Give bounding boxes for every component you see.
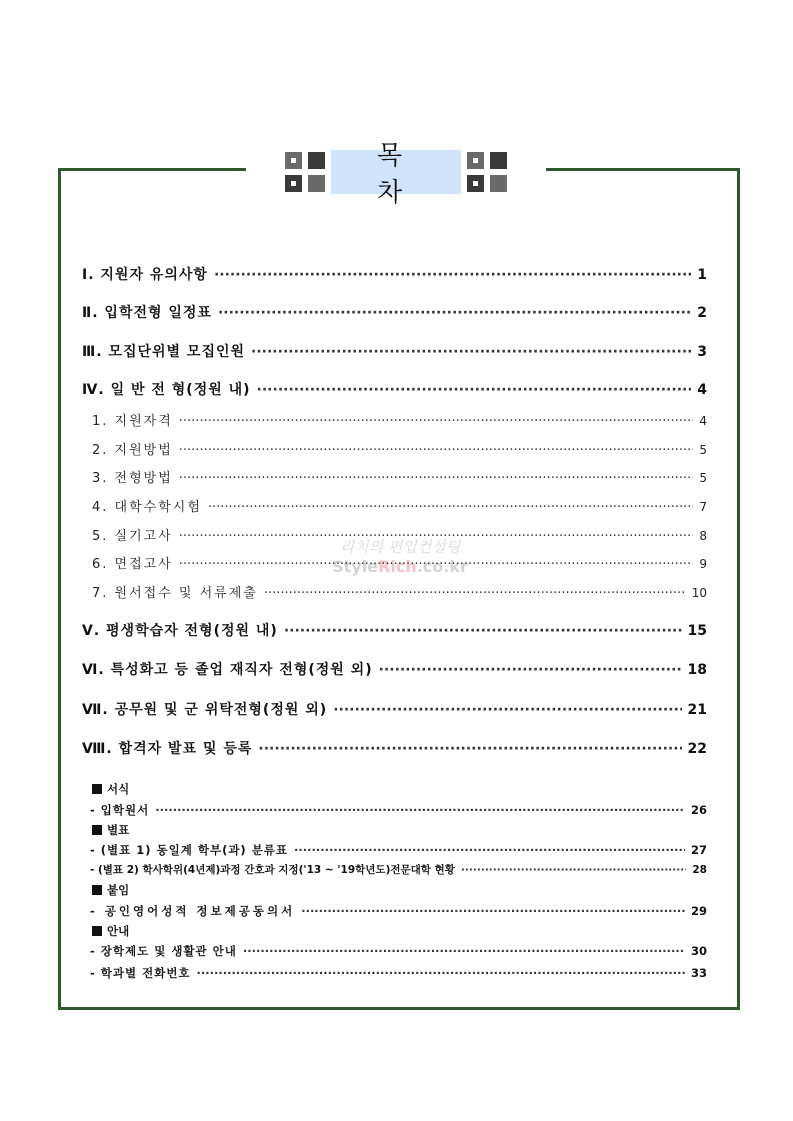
watermark-line-2: StyleRich.co.kr [332, 557, 468, 576]
leader-dots [179, 443, 694, 458]
leader-dots [379, 662, 682, 678]
appendix-entry-forms-1[interactable] [90, 802, 707, 818]
appendix-entry-label: - (별표 1) 동일계 학부(과) 분류표 [90, 843, 289, 857]
appendix-entry-page: 27 [690, 843, 707, 857]
leader-dots [258, 741, 681, 757]
appendix-entry-page: 29 [690, 904, 707, 918]
appendix-entry-tables-1[interactable] [90, 842, 707, 858]
appendix-entry-tables-2[interactable] [90, 862, 707, 877]
toc-subentry-label: 2. 지원방법 [92, 443, 173, 458]
appendix-entry-label: - 입학원서 [90, 803, 150, 817]
toc-entry-page: 3 [697, 344, 707, 360]
square-bullet-icon [92, 825, 102, 835]
toc-entry-5[interactable] [82, 620, 707, 640]
section-head-guide [92, 923, 129, 939]
toc-entry-2[interactable] [82, 302, 707, 322]
toc-entry-label: Ⅰ. 지원자 유의사항 [82, 267, 208, 283]
leader-dots [179, 471, 694, 486]
toc-entry-1[interactable] [82, 264, 707, 284]
toc-entry-4[interactable] [82, 379, 707, 399]
watermark-line-1: 리치의 편입컨설팅 [339, 538, 461, 556]
section-head-forms [92, 781, 129, 797]
toc-entry-page: 21 [687, 702, 707, 718]
toc-entry-page: 22 [687, 741, 707, 757]
toc-entry-label: Ⅲ. 모집단위별 모집인원 [82, 344, 246, 360]
toc-subentry-label: 7. 원서접수 및 서류제출 [92, 586, 258, 601]
square-bullet-icon [92, 885, 102, 895]
decorative-block-icon-right [467, 152, 507, 192]
toc-entry-label: Ⅱ. 입학전형 일정표 [82, 305, 212, 321]
toc-entry-label: Ⅴ. 평생학습자 전형(정원 내) [82, 623, 278, 639]
leader-dots [461, 864, 686, 876]
toc-subentry-label: 3. 전형방법 [92, 471, 173, 486]
toc-subentry-page: 8 [699, 529, 707, 543]
leader-dots [214, 267, 691, 283]
leader-dots [264, 586, 686, 601]
toc-entry-6[interactable] [82, 659, 707, 679]
toc-subentry-label: 5. 실기고사 [92, 529, 173, 544]
toc-subentry-7[interactable] [92, 582, 707, 601]
page-title: 목 차 [331, 150, 461, 194]
leader-dots [155, 803, 685, 817]
toc-subentry-label: 1. 지원자격 [92, 414, 173, 429]
leader-dots [294, 843, 685, 857]
toc-subentry-4[interactable] [92, 496, 707, 515]
toc-subentry-page: 10 [691, 586, 707, 600]
leader-dots [251, 344, 691, 360]
leader-dots [179, 414, 694, 429]
leader-dots [301, 904, 685, 918]
toc-entry-page: 18 [687, 662, 707, 678]
toc-subentry-page: 4 [699, 414, 707, 428]
square-bullet-icon [92, 926, 102, 936]
appendix-entry-label: - 공인영어성적 정보제공동의서 [90, 904, 296, 918]
toc-entry-label: Ⅳ. 일 반 전 형(정원 내) [82, 382, 251, 398]
appendix-entry-page: 33 [690, 966, 707, 980]
section-head-label: 붙임 [107, 883, 130, 897]
toc-subentry-1[interactable] [92, 410, 707, 429]
leader-dots [257, 382, 692, 398]
toc-subentry-label: 6. 면접고사 [92, 557, 173, 572]
toc-subentry-page: 9 [699, 557, 707, 571]
section-head-label: 서식 [107, 782, 130, 796]
leader-dots [197, 966, 685, 980]
leader-dots [208, 500, 693, 515]
section-head-label: 안내 [107, 924, 130, 938]
toc-entry-page: 4 [697, 382, 707, 398]
appendix-entry-label: - 장학제도 및 생활관 안내 [90, 944, 237, 958]
leader-dots [243, 944, 685, 958]
square-bullet-icon [92, 784, 102, 794]
toc-subentry-page: 5 [699, 471, 707, 485]
section-head-attach [92, 882, 129, 898]
watermark [320, 536, 480, 576]
section-head-tables [92, 822, 129, 838]
title-banner [246, 141, 546, 208]
toc-entry-label: Ⅷ. 합격자 발표 및 등록 [82, 741, 253, 757]
appendix-entry-label: - (별표 2) 학사학위(4년제)과정 간호과 지정('13 ~ '19학년도)전문대학 현황 [90, 864, 455, 876]
toc-entry-3[interactable] [82, 341, 707, 361]
appendix-entry-attach-1[interactable] [90, 903, 707, 919]
appendix-entry-page: 30 [690, 944, 707, 958]
toc-entry-page: 15 [687, 623, 707, 639]
toc-subentry-page: 7 [699, 500, 707, 514]
leader-dots [218, 305, 691, 321]
appendix-entry-guide-1[interactable] [90, 943, 707, 959]
toc-entry-page: 1 [697, 267, 707, 283]
leader-dots [333, 702, 681, 718]
toc-subentry-page: 5 [699, 443, 707, 457]
toc-subentry-3[interactable] [92, 467, 707, 486]
appendix-entry-page: 26 [690, 803, 707, 817]
decorative-block-icon-left [285, 152, 325, 192]
toc-entry-label: Ⅶ. 공무원 및 군 위탁전형(정원 외) [82, 702, 328, 718]
toc-entry-page: 2 [697, 305, 707, 321]
toc-entry-label: Ⅵ. 특성화고 등 졸업 재직자 전형(정원 외) [82, 662, 373, 678]
section-head-label: 별표 [107, 823, 130, 837]
appendix-entry-guide-2[interactable] [90, 965, 707, 981]
leader-dots [284, 623, 682, 639]
toc-entry-7[interactable] [82, 699, 707, 719]
appendix-entry-page: 28 [692, 864, 707, 876]
appendix-entry-label: - 학과별 전화번호 [90, 966, 191, 980]
toc-entry-8[interactable] [82, 738, 707, 758]
toc-subentry-2[interactable] [92, 439, 707, 458]
toc-subentry-label: 4. 대학수학시험 [92, 500, 202, 515]
